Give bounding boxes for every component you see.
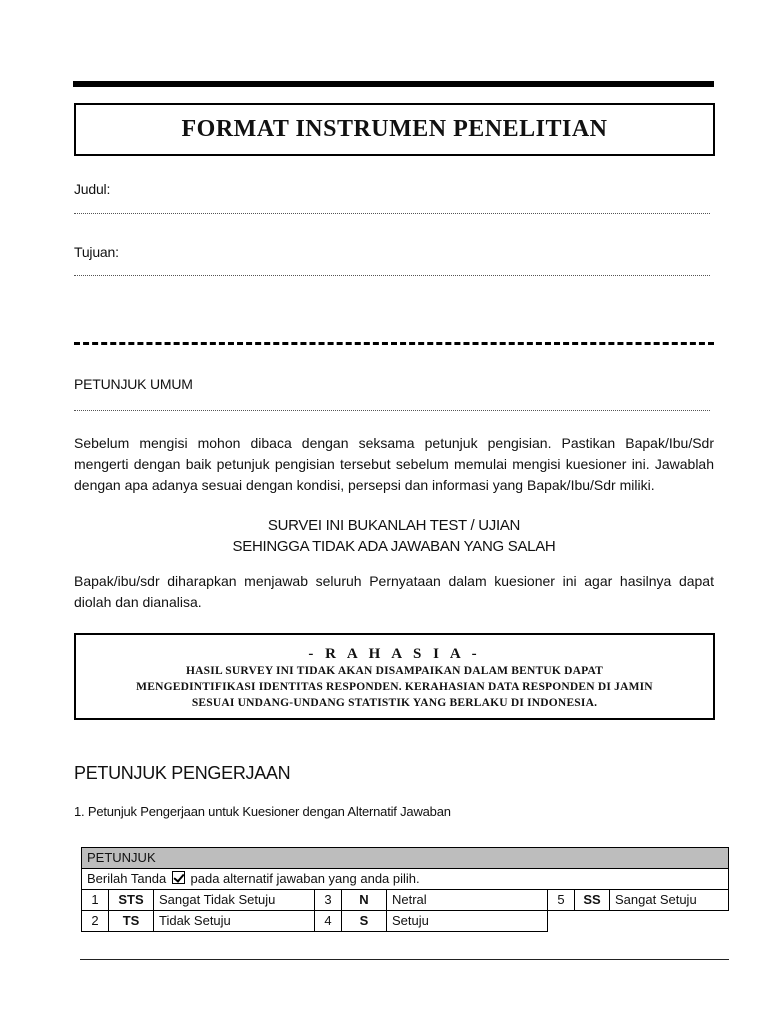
- petunjuk-umum-label: PETUNJUK UMUM: [74, 376, 193, 392]
- instruction-after: pada alternatif jawaban yang anda pilih.: [190, 871, 420, 886]
- table-row: [82, 911, 729, 932]
- scale-label: Setuju: [387, 911, 548, 932]
- scale-code: N: [342, 890, 387, 911]
- intro-paragraph: Sebelum mengisi mohon dibaca dengan seksama petunjuk pengisian. Pastikan Bapak/Ibu/Sdr mengerti dengan baik petunjuk pengisian tersebut sebelum memulai mengisi kuesioner ini. Jawablah dengan apa adanya sesuai dengan kondisi, persepsi dan informasi yang Bapak/Ibu/Sdr miliki.: [74, 435, 714, 493]
- scale-num: 5: [548, 890, 575, 911]
- scale-num: 4: [315, 911, 342, 932]
- petunjuk-pengerjaan-heading: PETUNJUK PENGERJAAN: [74, 763, 291, 783]
- table-instruction-row: [82, 869, 729, 890]
- empty-cell: [610, 911, 729, 932]
- subsection-heading: 1. Petunjuk Pengerjaan untuk Kuesioner dengan Alternatif Jawaban: [74, 804, 451, 819]
- notice-line-2: SEHINGGA TIDAK ADA JAWABAN YANG SALAH: [232, 538, 556, 555]
- top-rule: [73, 81, 714, 87]
- judul-label: Judul:: [74, 181, 111, 197]
- section-divider: [74, 342, 714, 345]
- notice-line-1: SURVEI INI BUKANLAH TEST / UJIAN: [267, 517, 521, 534]
- tujuan-label: Tujuan:: [74, 244, 119, 260]
- scale-num: 3: [315, 890, 342, 911]
- instruction-paragraph: Bapak/ibu/sdr diharapkan menjawab seluruh Pernyataan dalam kuesioner ini agar hasilnya dapat diolah dan dianalisa.: [74, 573, 714, 610]
- scale-num: 1: [82, 890, 109, 911]
- title-box: [74, 103, 715, 156]
- scale-label: Netral: [387, 890, 548, 911]
- checkbox-check-icon: [172, 871, 185, 884]
- bottom-rule: [80, 959, 729, 960]
- confidential-line-3: SESUAI UNDANG-UNDANG STATISTIK YANG BERLAKU DI INDONESIA.: [191, 697, 598, 709]
- scale-code: STS: [109, 890, 154, 911]
- scale-code: S: [342, 911, 387, 932]
- confidential-box: [74, 633, 715, 720]
- scale-label: Tidak Setuju: [154, 911, 315, 932]
- confidential-line-2: MENGEDINTIFIKASI IDENTITAS RESPONDEN. KERAHASIAN DATA RESPONDEN DI JAMIN: [136, 681, 653, 693]
- scale-num: 2: [82, 911, 109, 932]
- page-title: FORMAT INSTRUMEN PENELITIAN: [181, 116, 608, 142]
- table-instruction: [82, 869, 729, 890]
- confidential-line-1: HASIL SURVEY INI TIDAK AKAN DISAMPAIKAN DALAM BENTUK DAPAT: [186, 665, 603, 677]
- table-row: [82, 890, 729, 911]
- scale-label: Sangat Setuju: [610, 890, 729, 911]
- empty-cell: [575, 911, 610, 932]
- answer-scale-table: [81, 847, 729, 932]
- scale-code: SS: [575, 890, 610, 911]
- scale-code: TS: [109, 911, 154, 932]
- empty-cell: [548, 911, 575, 932]
- confidential-title: - R A H A S I A -: [308, 646, 481, 662]
- scale-label: Sangat Tidak Setuju: [154, 890, 315, 911]
- table-header: PETUNJUK: [82, 848, 729, 869]
- tujuan-dotted-line: [74, 273, 710, 276]
- table-header-row: [82, 848, 729, 869]
- judul-dotted-line: [74, 211, 710, 214]
- instruction-before: Berilah Tanda: [87, 871, 167, 886]
- petunjuk-umum-dotted-line: [74, 408, 710, 411]
